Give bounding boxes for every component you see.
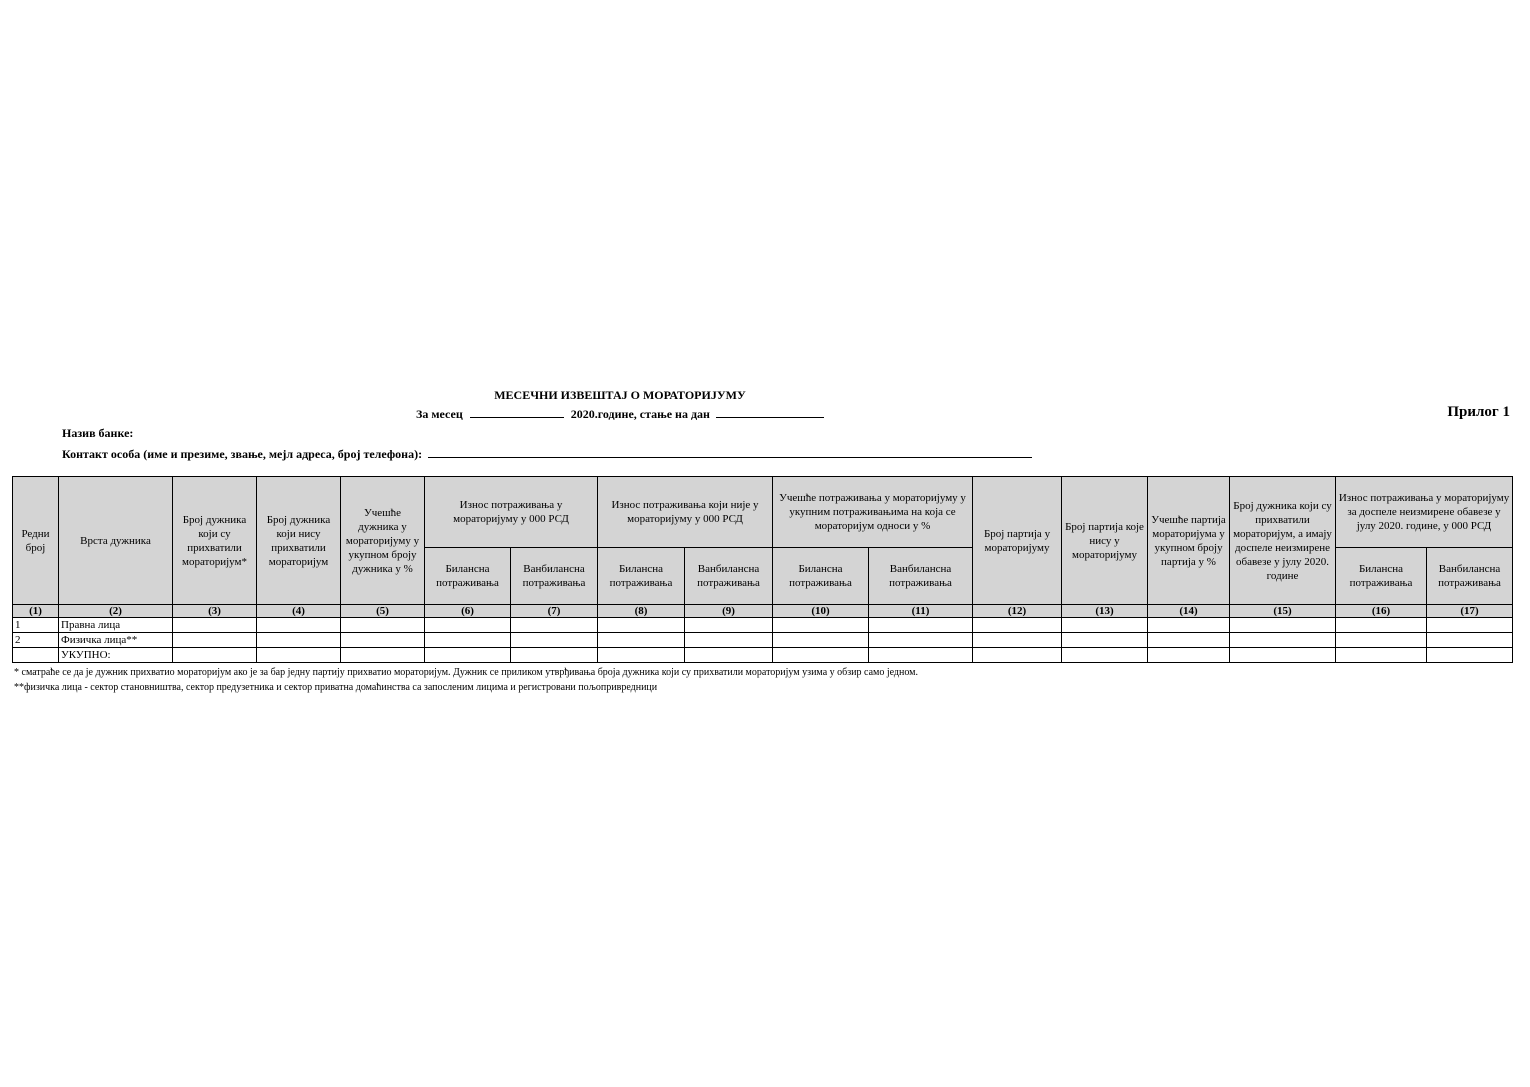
table-cell[interactable] <box>341 648 425 663</box>
month-field[interactable] <box>470 406 564 418</box>
header-off-balance-claims: Ванбилансна потраживања <box>1427 548 1513 605</box>
table-cell[interactable] <box>1427 633 1513 648</box>
table-cell[interactable] <box>173 633 257 648</box>
header-off-balance-claims: Ванбилансна потраживања <box>685 548 773 605</box>
table-cell[interactable] <box>1336 618 1427 633</box>
table-cell[interactable] <box>598 648 685 663</box>
attachment-label: Прилог 1 <box>1447 404 1510 420</box>
table-cell[interactable] <box>257 633 341 648</box>
table-row <box>13 633 1513 648</box>
row-label: Правна лица <box>59 618 173 633</box>
table-cell[interactable] <box>341 618 425 633</box>
column-number: (9) <box>685 605 773 618</box>
table-cell[interactable] <box>425 618 511 633</box>
table-cell[interactable] <box>973 618 1062 633</box>
table-cell[interactable] <box>1230 633 1336 648</box>
table-cell[interactable] <box>425 633 511 648</box>
table-cell[interactable] <box>685 633 773 648</box>
header-balance-claims: Билансна потраживања <box>425 548 511 605</box>
column-number: (11) <box>869 605 973 618</box>
table-cell[interactable] <box>511 648 598 663</box>
column-number: (16) <box>1336 605 1427 618</box>
table-cell[interactable] <box>773 618 869 633</box>
table-cell[interactable] <box>1427 648 1513 663</box>
table-cell[interactable] <box>1427 618 1513 633</box>
column-number-row <box>13 605 1513 618</box>
table-cell[interactable] <box>1336 648 1427 663</box>
header-debtor-type: Врста дужника <box>59 477 173 605</box>
row-label: Физичка лица** <box>59 633 173 648</box>
table-cell[interactable] <box>685 648 773 663</box>
table-cell[interactable] <box>773 633 869 648</box>
table-cell[interactable] <box>511 618 598 633</box>
table-cell[interactable] <box>173 648 257 663</box>
table-cell[interactable] <box>1336 633 1427 648</box>
period-middle: 2020.године, стање на дан <box>570 407 710 421</box>
header-off-balance-claims: Ванбилансна потраживања <box>511 548 598 605</box>
table-cell[interactable] <box>1062 648 1148 663</box>
column-number: (10) <box>773 605 869 618</box>
bank-name-label: Назив банке: <box>62 426 134 440</box>
column-number: (17) <box>1427 605 1513 618</box>
column-number: (1) <box>13 605 59 618</box>
header-debtors-accepted: Број дужника који су прихватили мораторијум* <box>173 477 257 605</box>
column-number: (15) <box>1230 605 1336 618</box>
date-field[interactable] <box>716 406 824 418</box>
header-claims-share: Учешће потраживања у мораторијуму у укупним потраживањима на која се мораторијум односи у % <box>773 477 973 548</box>
contact-person-field[interactable] <box>428 446 1032 458</box>
header-accounts-in-moratorium: Број партија у мораторијуму <box>973 477 1062 605</box>
row-label: УКУПНО: <box>59 648 173 663</box>
total-row <box>13 648 1513 663</box>
header-amount-not-in-moratorium: Износ потраживања који није у мораторијуму у 000 РСД <box>598 477 773 548</box>
table-cell[interactable] <box>1062 633 1148 648</box>
report-period <box>0 406 1240 422</box>
table-cell[interactable] <box>257 618 341 633</box>
table-cell[interactable] <box>598 633 685 648</box>
table-cell[interactable] <box>425 648 511 663</box>
column-number: (2) <box>59 605 173 618</box>
column-number: (6) <box>425 605 511 618</box>
column-number: (5) <box>341 605 425 618</box>
contact-person-label: Контакт особа (име и презиме, звање, мејл адреса, број телефона): <box>62 447 423 461</box>
table-cell[interactable] <box>869 633 973 648</box>
table-cell[interactable] <box>257 648 341 663</box>
row-number: 2 <box>13 633 59 648</box>
column-number: (14) <box>1148 605 1230 618</box>
report-title: МЕСЕЧНИ ИЗВЕШТАЈ О МОРАТОРИЈУМУ <box>494 388 746 402</box>
table-cell[interactable] <box>341 633 425 648</box>
header-balance-claims: Билансна потраживања <box>1336 548 1427 605</box>
table-cell[interactable] <box>1230 618 1336 633</box>
table-row <box>13 618 1513 633</box>
moratorium-report-table <box>12 476 1513 663</box>
table-cell[interactable] <box>973 633 1062 648</box>
header-accounts-not-in-moratorium: Број партија које нису у мораторијуму <box>1062 477 1148 605</box>
column-number: (3) <box>173 605 257 618</box>
table-cell[interactable] <box>685 618 773 633</box>
contact-person-row <box>62 446 1032 462</box>
table-cell[interactable] <box>773 648 869 663</box>
row-number: 1 <box>13 618 59 633</box>
header-accounts-share: Учешће партија мораторијума у укупном броју партија у % <box>1148 477 1230 605</box>
header-serial-number: Редни број <box>13 477 59 605</box>
column-number: (4) <box>257 605 341 618</box>
header-balance-claims: Билансна потраживања <box>773 548 869 605</box>
header-off-balance-claims: Ванбилансна потраживања <box>869 548 973 605</box>
table-cell[interactable] <box>511 633 598 648</box>
header-balance-claims: Билансна потраживања <box>598 548 685 605</box>
table-cell[interactable] <box>598 618 685 633</box>
table-cell[interactable] <box>1148 648 1230 663</box>
row-number <box>13 648 59 663</box>
column-number: (7) <box>511 605 598 618</box>
footnote-2: **физичка лица - сектор становништва, сектор предузетника и сектор приватна домаћинства са запосленим лицима и регистровани пољопривредници <box>14 682 658 693</box>
column-number: (8) <box>598 605 685 618</box>
table-cell[interactable] <box>973 648 1062 663</box>
header-arrears-amount: Износ потраживања у мораторијуму за доспеле неизмирене обавезе у јулу 2020. године, у 000 РСД <box>1336 477 1513 548</box>
table-cell[interactable] <box>869 618 973 633</box>
header-amount-in-moratorium: Износ потраживања у мораторијуму у 000 РСД <box>425 477 598 548</box>
table-cell[interactable] <box>1230 648 1336 663</box>
column-number: (13) <box>1062 605 1148 618</box>
header-debtor-share: Учешће дужника у мораторијуму у укупном броју дужника у % <box>341 477 425 605</box>
table-cell[interactable] <box>1148 633 1230 648</box>
header-debtors-with-arrears: Број дужника који су прихватили мораторијум, а имају доспеле неизмирене обавезе у јулу 2020. године <box>1230 477 1336 605</box>
table-cell[interactable] <box>869 648 973 663</box>
footnote-1: * сматраће се да је дужник прихватио мораторијум ако је за бар једну партију прихватио мораторијум. Дужник се приликом утврђивања броја дужника који су прихватили мораторијум узима у обзир само једном. <box>14 667 919 678</box>
table-cell[interactable] <box>173 618 257 633</box>
table-cell[interactable] <box>1148 618 1230 633</box>
table-cell[interactable] <box>1062 618 1148 633</box>
column-number: (12) <box>973 605 1062 618</box>
period-prefix: За месец <box>416 407 463 421</box>
header-debtors-not-accepted: Број дужника који нису прихватили мораторијум <box>257 477 341 605</box>
